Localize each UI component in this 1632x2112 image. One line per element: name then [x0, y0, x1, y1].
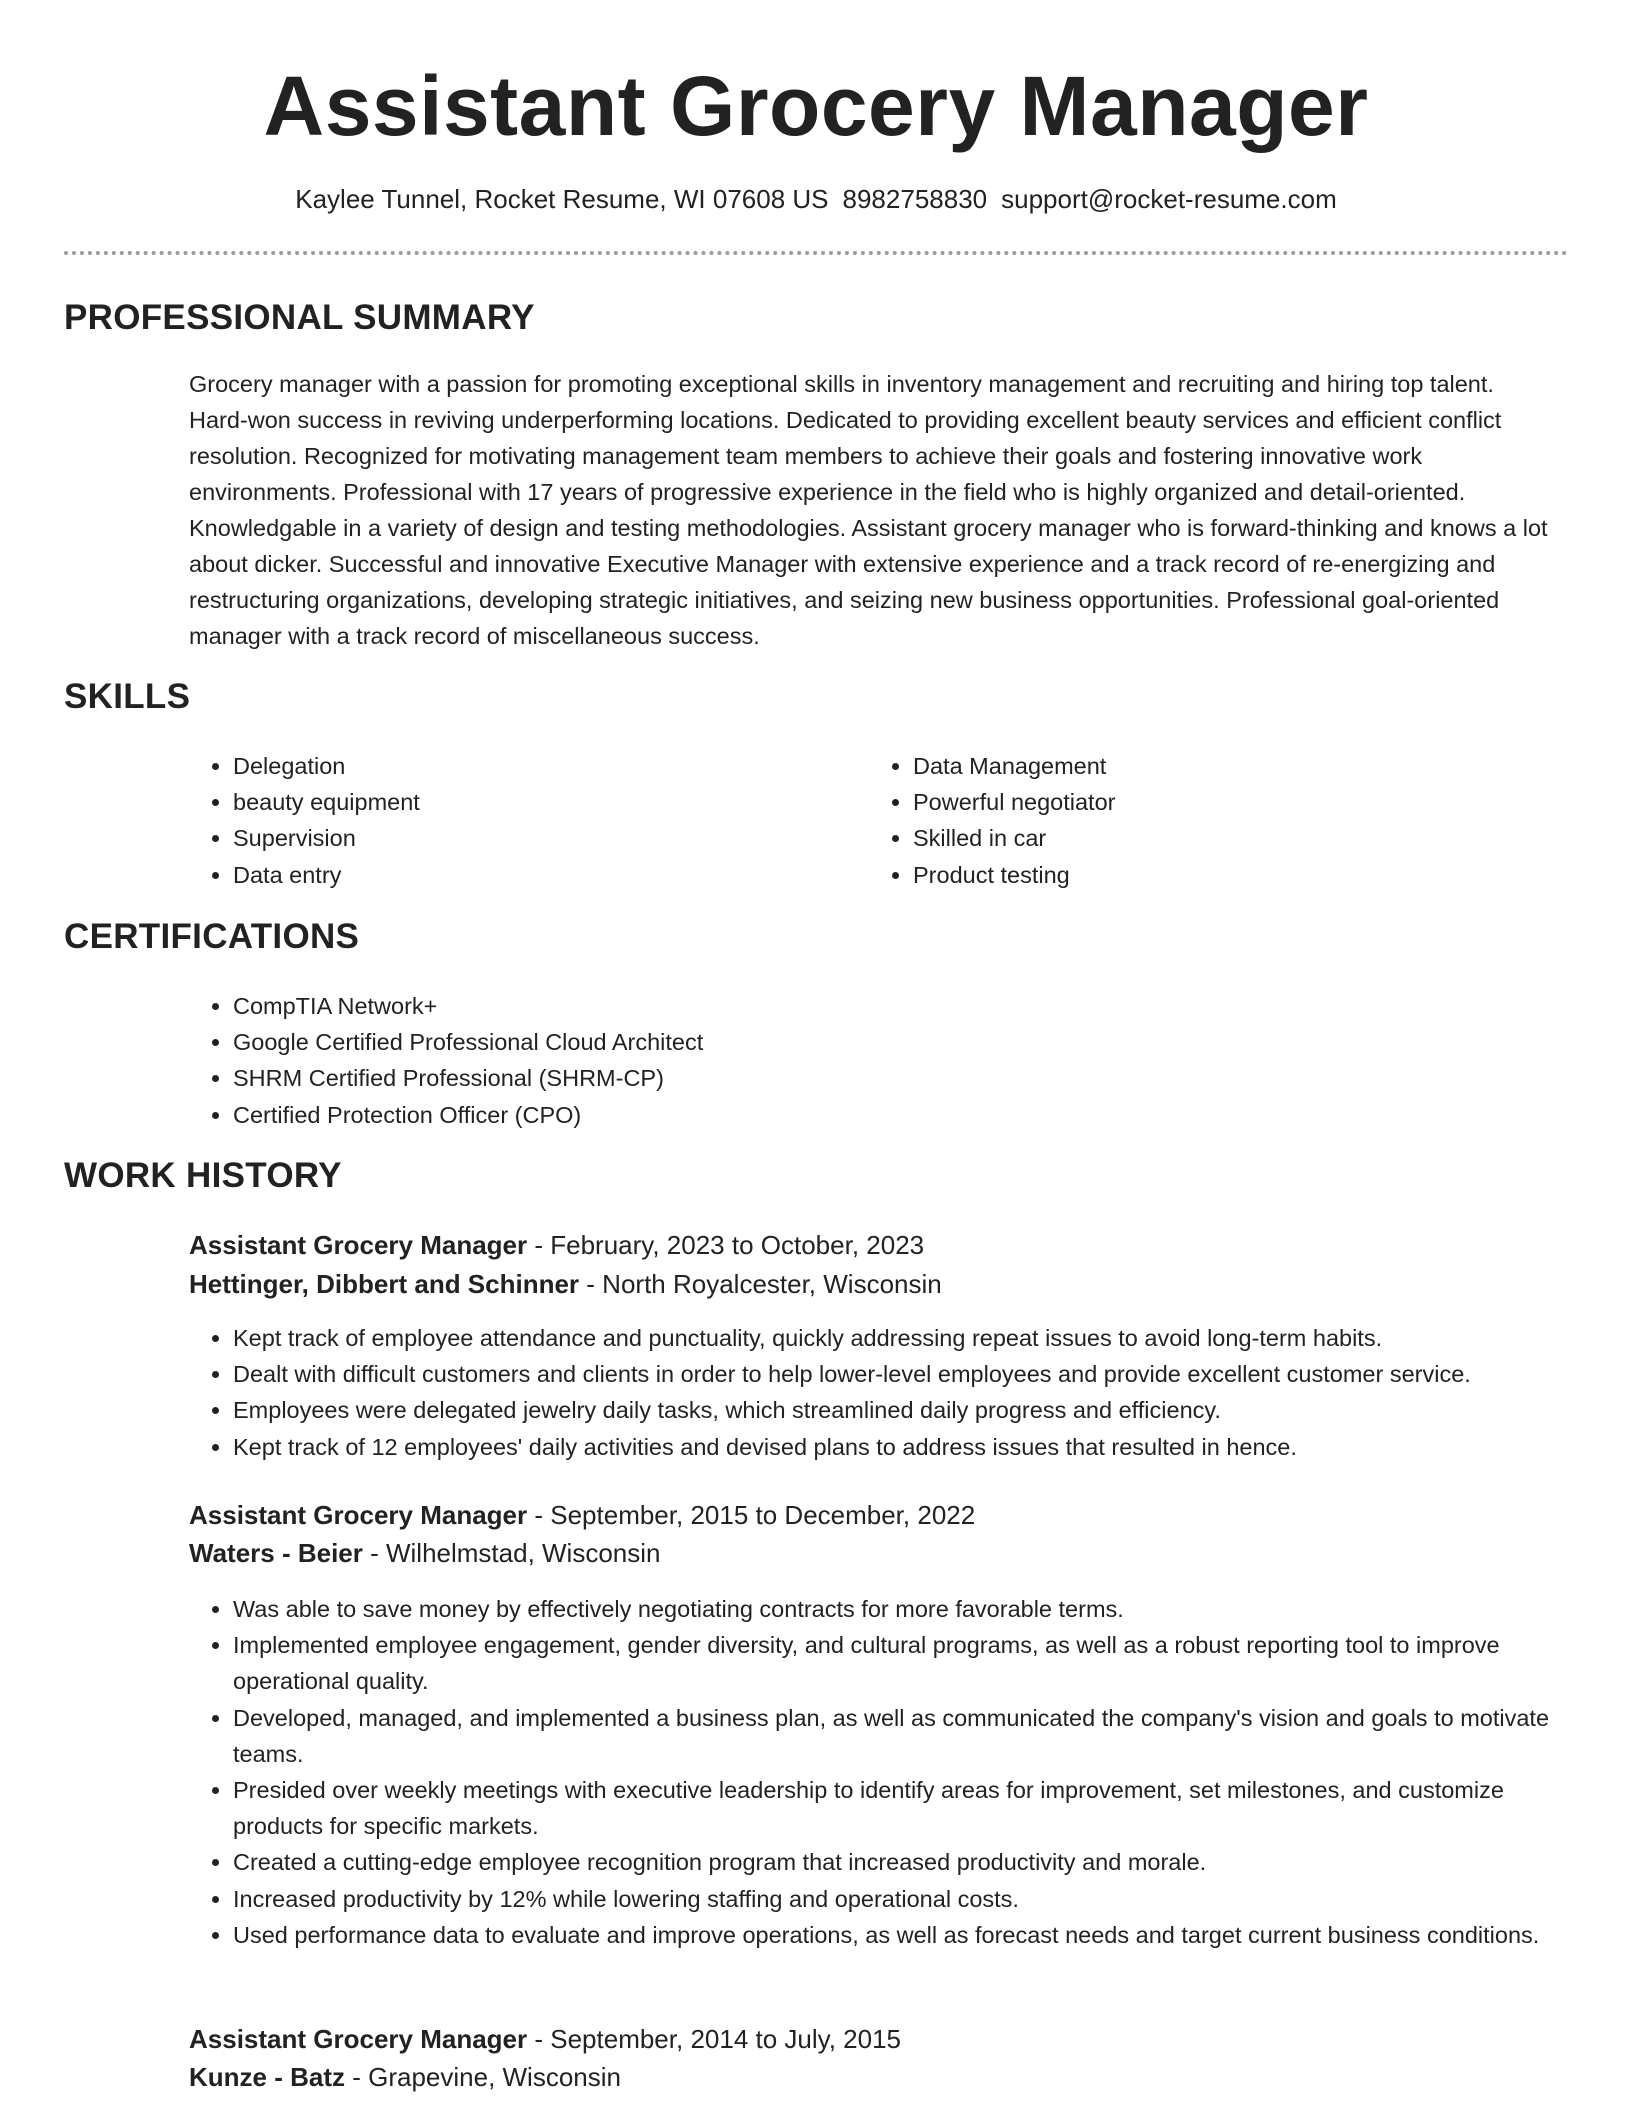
job-bullet: • Created a cutting-edge employee recognition program that increased productivity and morale. [233, 1844, 1593, 1880]
contact-line [0, 182, 1632, 216]
job-bullet: • Employees were delegated jewelry daily tasks, which streamlined daily progress and efficiency. [233, 1392, 1613, 1428]
job-company: Hettinger, Dibbert and Schinner [189, 1269, 580, 1299]
skill-item: • Powerful negotiator [913, 784, 1513, 820]
contact-email: support@rocket-resume.com [1001, 184, 1337, 214]
job-bullet: • Implemented employee engagement, gender diversity, and cultural programs, as well as a robust reporting tool to improve operational quality. [233, 1627, 1593, 1699]
job-location: - Grapevine, Wisconsin [345, 2062, 621, 2092]
job-title: Assistant Grocery Manager [189, 1500, 528, 1530]
certifications-list [189, 988, 1533, 1133]
skill-item: • Delegation [233, 748, 833, 784]
job-title-line [189, 2021, 901, 2057]
certification-item: • Certified Protection Officer (CPO) [233, 1097, 1533, 1133]
skill-item: • Data entry [233, 857, 833, 893]
job-bullet: • Dealt with difficult customers and clients in order to help lower-level employees and provide excellent customer service. [233, 1356, 1613, 1392]
job-bullet: • Developed, managed, and implemented a business plan, as well as communicated the company's vision and goals to motivate teams. [233, 1700, 1593, 1772]
job-bullet: • Kept track of employee attendance and punctuality, quickly addressing repeat issues to avoid long-term habits. [233, 1320, 1613, 1356]
job-dates: - February, 2023 to October, 2023 [527, 1230, 925, 1260]
job-bullets [189, 1320, 1613, 1465]
skill-item: • Skilled in car [913, 820, 1513, 856]
skills-list-left [189, 748, 833, 893]
header-divider [64, 251, 1568, 255]
job-bullet: • Used performance data to evaluate and improve operations, as well as forecast needs and target current business conditions. [233, 1917, 1593, 1953]
work-history-heading: WORK HISTORY [64, 1156, 342, 1195]
job-location: - North Royalcester, Wisconsin [579, 1269, 942, 1299]
job-company: Kunze - Batz [189, 2062, 345, 2092]
summary-text: Grocery manager with a passion for promoting exceptional skills in inventory management and recruiting and hiring top talent. Hard-won success in reviving underperforming locations. Dedicated to providing excellent beauty services and efficient conflict resolution. Recognized for motivating management team members to achieve their goals and fostering innovative work environments. Professional with 17 years of progressive experience in the field who is highly organized and detail-oriented. Knowledgable in a variety of design and testing methodologies. Assistant grocery manager who is forward-thinking and knows a lot about dicker. Successful and innovative Executive Manager with extensive experience and a track record of re-energizing and restructuring organizations, developing strategic initiatives, and seizing new business opportunities. Professional goal-oriented manager with a track record of miscellaneous success. [189, 371, 1548, 649]
job-title-line [189, 1227, 924, 1263]
job-title: Assistant Grocery Manager [189, 2024, 528, 2054]
job-title-line [189, 1497, 975, 1533]
job-bullet: • Was able to save money by effectively negotiating contracts for more favorable terms. [233, 1591, 1593, 1627]
summary-heading: PROFESSIONAL SUMMARY [64, 298, 535, 337]
job-title: Assistant Grocery Manager [189, 1230, 528, 1260]
skill-item: • Supervision [233, 820, 833, 856]
job-dates: - September, 2015 to December, 2022 [527, 1500, 976, 1530]
skill-item: • Data Management [913, 748, 1513, 784]
job-company-line [189, 1266, 942, 1302]
certification-item: • SHRM Certified Professional (SHRM-CP) [233, 1060, 1533, 1096]
skill-item: • Product testing [913, 857, 1513, 893]
contact-phone: 8982758830 [842, 184, 988, 214]
job-bullet: • Kept track of 12 employees' daily activities and devised plans to address issues that resulted in hence. [233, 1429, 1613, 1465]
job-company-line [189, 2059, 621, 2095]
certifications-heading: CERTIFICATIONS [64, 917, 360, 956]
job-company: Waters - Beier [189, 1538, 363, 1568]
job-dates: - September, 2014 to July, 2015 [527, 2024, 902, 2054]
skills-list-right [869, 748, 1513, 893]
skills-heading: SKILLS [64, 677, 191, 716]
certification-item: • Google Certified Professional Cloud Architect [233, 1024, 1533, 1060]
contact-address: Kaylee Tunnel, Rocket Resume, WI 07608 US [295, 184, 829, 214]
job-bullet: • Presided over weekly meetings with executive leadership to identify areas for improvement, set milestones, and customize products for specific markets. [233, 1772, 1593, 1844]
skill-item: • beauty equipment [233, 784, 833, 820]
resume-title: Assistant Grocery Manager [263, 59, 1369, 153]
job-location: - Wilhelmstad, Wisconsin [362, 1538, 661, 1568]
job-bullets [189, 1591, 1593, 1953]
job-company-line [189, 1535, 661, 1571]
certification-item: • CompTIA Network+ [233, 988, 1533, 1024]
job-bullet: • Increased productivity by 12% while lowering staffing and operational costs. [233, 1881, 1593, 1917]
